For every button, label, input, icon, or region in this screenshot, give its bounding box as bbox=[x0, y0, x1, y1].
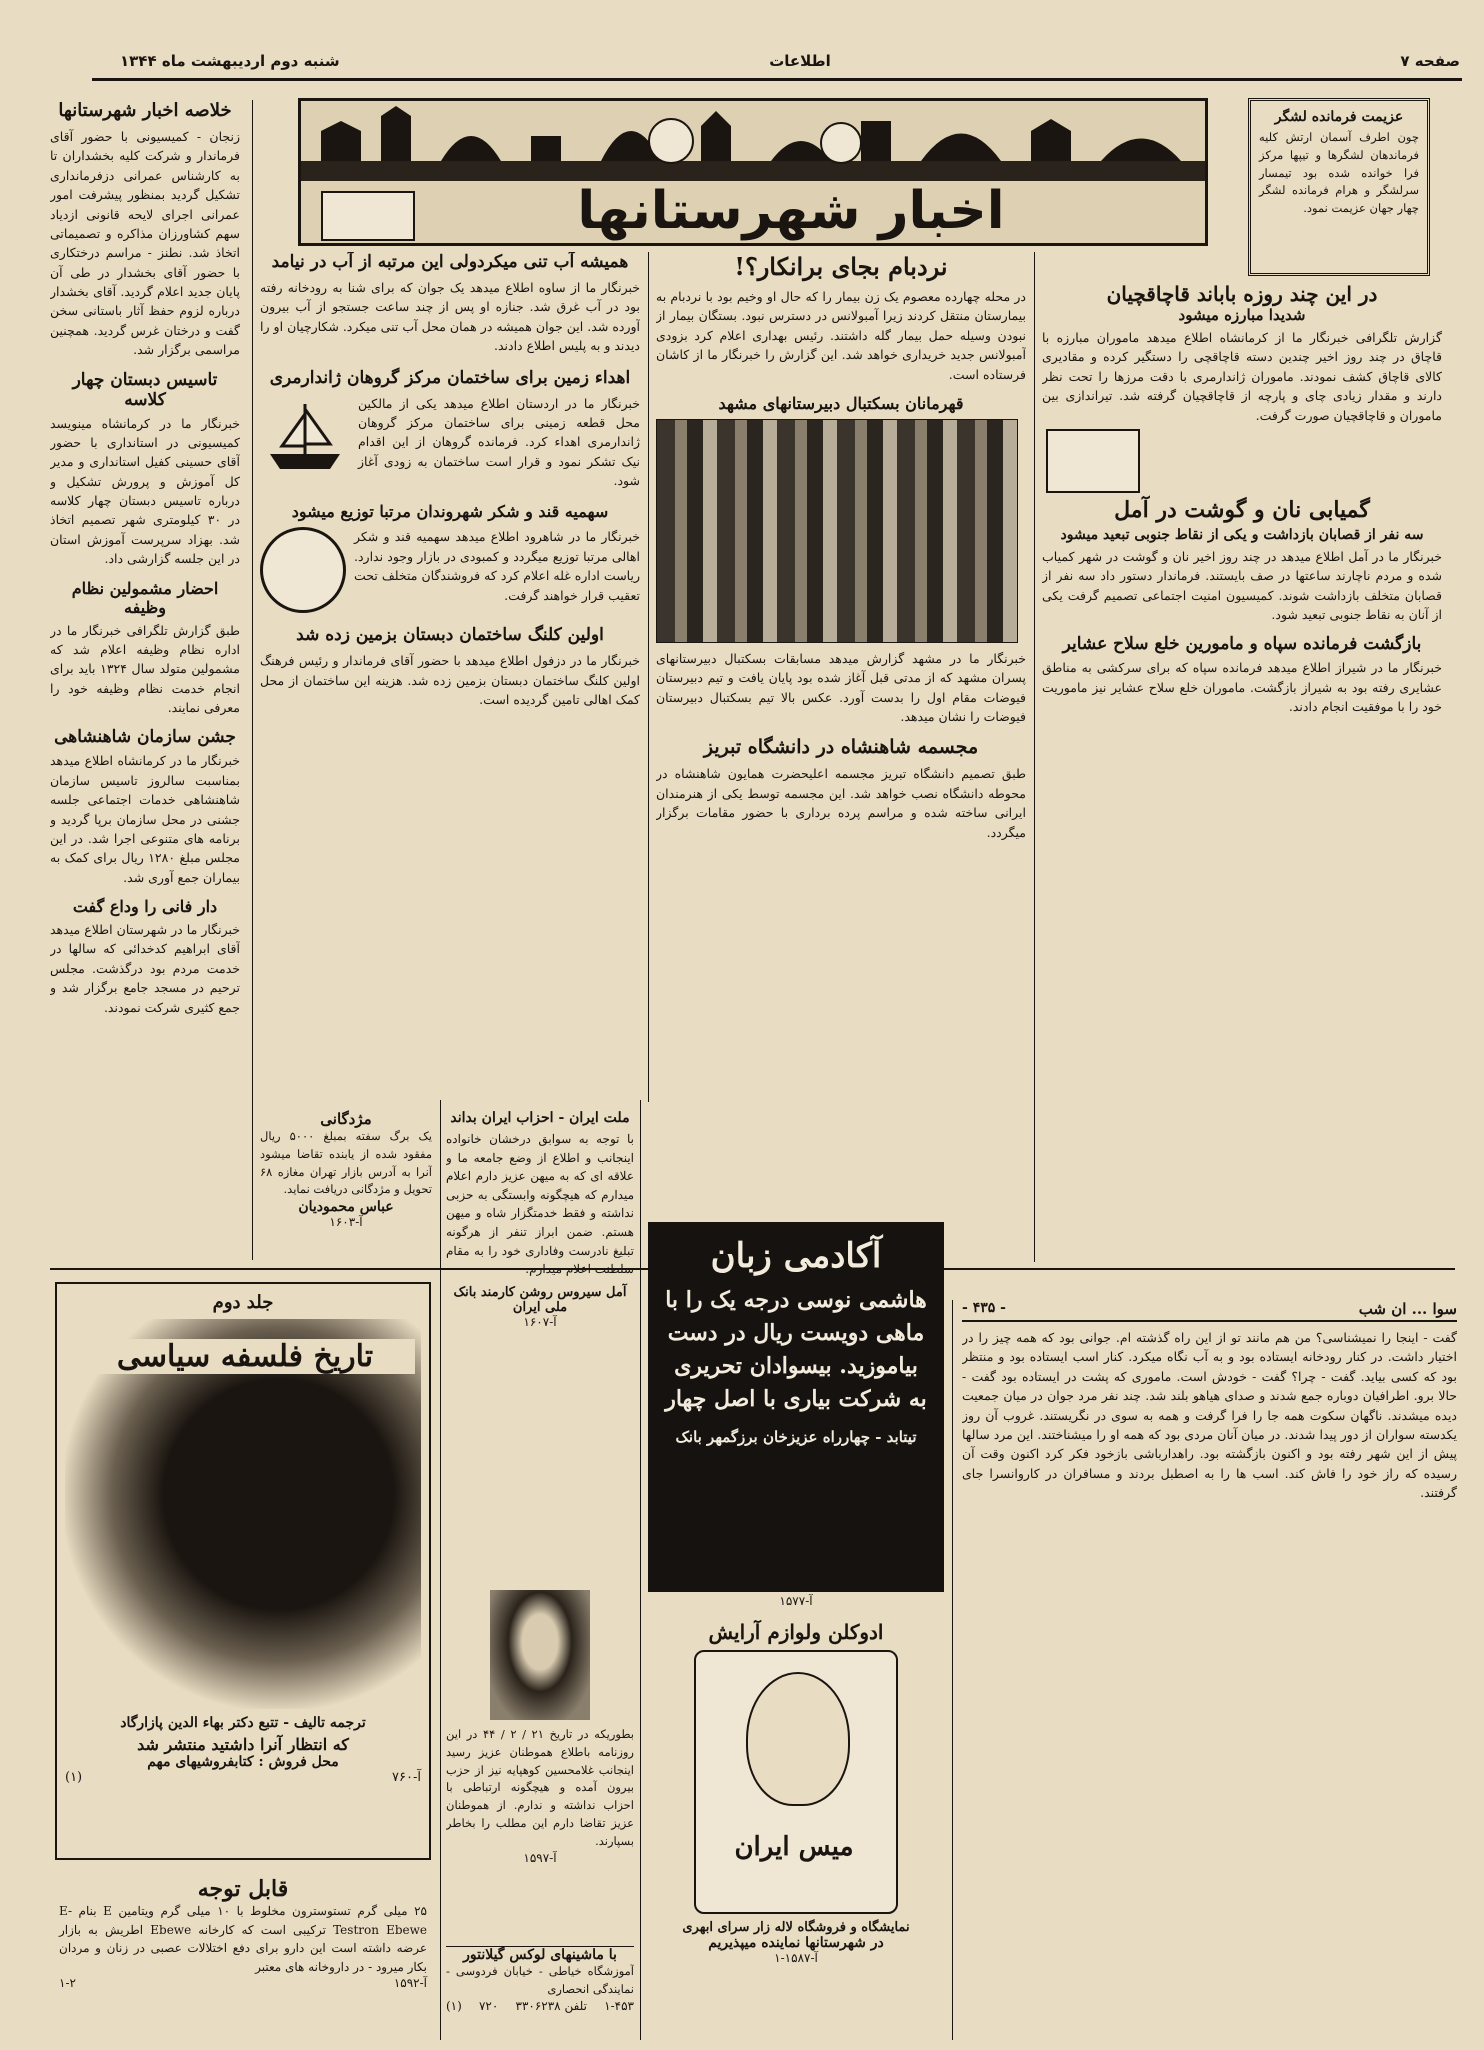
book-code: آ-۷۶۰ bbox=[392, 1770, 421, 1785]
serial-story bbox=[962, 1300, 1457, 2040]
col2-story4-title: اولین کلنگ ساختمان دبستان بزمین زده شد bbox=[296, 625, 604, 646]
col3-story3-title: مجسمه شاهنشاه در دانشگاه تبریز bbox=[703, 736, 979, 759]
basketball-team-photo bbox=[656, 419, 1018, 643]
party-text: با توجه به سوابق درخشان خانواده اینجانب و اطلاع از وضع جامعه ما و علاقه ای که به میهن عزیز دارم اعلام میدارم که هیچگونه وابستگی به حزبی نداشته و فقط خدمتگزار شاه و میهن هستم. ضمن ابراز تنفر از هرگونه تبلیغ نادرست وفاداری خود را به مقام سلطنت اعلام میدارم. bbox=[446, 1132, 634, 1277]
header-date: شنبه دوم اردیبهشت ماه ۱۳۴۴ bbox=[120, 52, 340, 70]
page-number: صفحه ۷ bbox=[1400, 52, 1460, 70]
banner bbox=[298, 98, 1208, 246]
col3-story3-text: طبق تصمیم دانشگاه تبریز مجسمه اعلیحضرت همایون شاهنشاه در محوطه دانشگاه نصب خواهد شد. این مجسمه توسط یکی از هنرمندان ایرانی ساخته شده و مراسم پرده برداری با حضور مقامات برگزار میگردد. bbox=[656, 766, 1026, 840]
col2-story4-text: خبرنگار ما در دزفول اطلاع میدهد با حضور آقای فرماندار و رئیس فرهنگ اولین کلنگ ساختمان دبستان بزمین زده شد. هزینه این ساختمان از محل کمک اهالی تامین گردیده است. bbox=[260, 653, 640, 708]
left-story1-title: تاسیس دبستان چهار کلاسه bbox=[72, 369, 218, 410]
col3-story1-text: در محله چهارده معصوم یک زن بیمار را که حال او وخیم بود با نردبام به بیمارستان منتقل کردند زیرا آمبولانس در دسترس نبود. بستگان بیمار از نبودن وسیله حمل بیمار گله داشتند. رئیس بهداری اعلام کرد بزودی آمبولانس جدید خریداری خواهد شد. این گزارش را خبرنگار ما از کاشان فرستاده است. bbox=[656, 289, 1026, 382]
col2-story1-title: همیشه آب تنی میکردولی این مرتبه از آب در نیامد bbox=[271, 252, 629, 272]
bottom-vert-3 bbox=[952, 1300, 953, 2040]
col4-story1-sub: شدیدا مبارزه میشود bbox=[1178, 306, 1306, 324]
col3-story1-title: نردبام بجای برانکار؟! bbox=[734, 252, 948, 281]
sewing-phone: تلفن ۳۳۰۶۲۳۸ bbox=[515, 1998, 587, 2013]
academy-addr: تیتابد - چهارراه عزیزخان برزگمهر بانک bbox=[675, 1428, 917, 1446]
banner-title: اخبار شهرستانها bbox=[577, 181, 1005, 241]
col3-rule bbox=[1034, 252, 1035, 1262]
academy-text: هاشمی نوسی درجه یک را با ماهی دویست ریال در دست بیاموزید. بیسوادان تحریری به شرکت بیاری با اصل چهار bbox=[665, 1287, 927, 1412]
left-story3-title: جشن سازمان شاهنشاهی bbox=[54, 727, 236, 748]
serial-label: - ۴۳۵ - bbox=[962, 1300, 1006, 1316]
book-note: که انتظار آنرا داشتید منتشر شد bbox=[137, 1735, 349, 1754]
side-box bbox=[1248, 98, 1430, 276]
notice-text: ۲۵ میلی گرم تستوسترون مخلوط با ۱۰ میلی گرم ویتامین E بنام E-Testron Ebewe ترکیبی است که کارخانه Ebewe اطریش به بازار عرضه داشته است این دارو برای دفع اختلالات عصبی در زنان و مردان بکار میرود - در داروخانه های معتبر bbox=[59, 1904, 428, 1974]
notice-num: ۱-۲ bbox=[59, 1976, 76, 1991]
emblem-icon bbox=[260, 527, 346, 613]
col2-rule bbox=[648, 252, 649, 1102]
academy-code: آ-۱۵۷۷ bbox=[779, 1594, 813, 1608]
banner-book-icon bbox=[321, 191, 415, 241]
volume-label: جلد دوم bbox=[212, 1292, 274, 1313]
cologne-title: ادوکلن ولوازم آرایش bbox=[708, 1620, 884, 1644]
col4-story1-title: در این چند روزه باباند قاچاقچیان bbox=[1106, 282, 1378, 306]
gift-text: یک برگ سفته بمبلغ ۵۰۰۰ ریال مفقود شده از یابنده تقاضا میشود آنرا به آدرس بازار تهران مغازه ۶۸ تحویل و مژدگانی دریافت نماید. bbox=[260, 1129, 432, 1197]
paper-name: اطلاعات bbox=[769, 52, 831, 70]
gift-ad bbox=[260, 1110, 432, 1250]
col3 bbox=[656, 252, 1026, 1262]
cologne-text: نمایشگاه و فروشگاه لاله زار سرای ابهری bbox=[682, 1920, 910, 1935]
portrait-code: آ-۱۵۹۷ bbox=[523, 1850, 557, 1865]
gift-name: عباس محمودیان bbox=[298, 1199, 394, 1216]
cologne-note: در شهرستانها نماینده میپذیریم bbox=[708, 1935, 884, 1951]
book-art bbox=[65, 1319, 421, 1709]
ship-icon bbox=[260, 394, 350, 484]
party-ad bbox=[446, 1110, 634, 1580]
cologne-ad bbox=[648, 1620, 944, 2040]
left-story2-text: طبق گزارش تلگرافی خبرنگار ما در اداره نظام وظیفه اعلام شد که مشمولین متولد سال ۱۳۲۴ باید برای انجام خدمت نظام وظیفه خود را معرفی نمایند. bbox=[50, 622, 240, 715]
academy-title: آکادمی زبان bbox=[710, 1236, 882, 1276]
left-story1-text: خبرنگار ما در کرمانشاه مینویسد کمیسیونی در استانداری با حضور آقای حسینی کفیل استانداری و مدیر کل آموزش و پرورش تشکیل و درباره تاسیس دبستان چهار کلاسه در ۳۰ کیلومتری شهر تصمیم اتخاذ شد. بهزاد سرپرست آموزش استان در این جلسه گزارشی داد. bbox=[50, 415, 240, 567]
notice-title: قابل توجه bbox=[197, 1876, 289, 1902]
book-num: (۱) bbox=[65, 1770, 83, 1785]
banner-skyline-art bbox=[301, 101, 1207, 181]
bottom-vert-1 bbox=[440, 1100, 441, 2040]
left-column bbox=[50, 100, 240, 1260]
col4-story2-text: خبرنگار ما در آمل اطلاع میدهد در چند روز اخیر نان و گوشت در شهر کمیاب شده و مردم ناچارند ساعتها در صف بایستند. فرماندار دستور داد سه نفر از قصابان متخلف بازداشت شوند. کمیسیون امنیت اجتماعی تصمیم گرفت یکی از آنان به نقاط جنوبی تبعید شود. bbox=[1042, 548, 1442, 622]
side-box-text: چون اطرف آسمان ارتش کلیه فرماندهان لشگرها و تیپها مرکز فرا خوانده شده بود تیمسار سرلشگر و هرام فرمانده لشگر چهار جهان عزیمت نمود. bbox=[1259, 130, 1419, 216]
cologne-code: آ-۱۵۸۷-۱ bbox=[774, 1951, 818, 1965]
sewing-text: آموزشگاه خیاطی - خیابان فردوسی - نمایندگی انحصاری bbox=[446, 1964, 634, 1996]
notice-code: آ-۱۵۹۲ bbox=[393, 1976, 427, 1991]
col4-story3-text: خبرنگار ما در شیراز اطلاع میدهد فرمانده سپاه که برای سرکشی به مناطق عشایری رفته بود به شیراز بازگشت. ماموران خلع سلاح عشایر نیز ماموریت خود را با موفقیت انجام دادند. bbox=[1042, 660, 1442, 715]
bottom-vert-2 bbox=[640, 1100, 641, 2040]
gift-code: آ-۱۶۰۳ bbox=[329, 1215, 363, 1230]
col4-story2-title: گمیابی نان و گوشت در آمل bbox=[1114, 496, 1370, 523]
serial-title: سوا ... ان شب bbox=[1358, 1300, 1457, 1318]
portrait-photo bbox=[490, 1590, 590, 1720]
left-story4-text: خبرنگار ما در شهرستان اطلاع میدهد آقای ابراهیم کدخدائی که سالها در خدمت مردم بود درگذشت. مجلس ترحیم در مسجد جامع برگزار شد و جمع کثیری شرکت نمودند. bbox=[50, 922, 240, 1015]
gift-title: مژدگانی bbox=[320, 1110, 372, 1128]
left-story2-title: احضار مشمولین نظام وظیفه bbox=[71, 578, 219, 617]
sewing-title: با ماشینهای لوکس گیلانتور bbox=[463, 1947, 617, 1963]
book-title: تاریخ فلسفه سیاسی bbox=[75, 1339, 415, 1374]
col4-story2-sub: سه نفر از قصابان بازداشت و یکی از نقاط جنوبی تبعید میشود bbox=[1060, 526, 1424, 543]
cologne-brand: میس ایران bbox=[734, 1832, 854, 1862]
party-code: آ-۱۶۰۷ bbox=[523, 1314, 557, 1329]
cologne-scroll bbox=[694, 1650, 898, 1914]
sewing-code: ۷۲۰ bbox=[478, 1998, 499, 2013]
col2-story3-text: خبرنگار ما در شاهرود اطلاع میدهد سهمیه قند و شکر اهالی مرتبا توزیع میگردد و کمبودی در بازار وجود ندارد. ریاست اداره غله اعلام کرد که فروشندگان متخلف تحت تعقیب قرار خواهند گرفت. bbox=[354, 529, 640, 603]
sewing-ad bbox=[446, 1946, 634, 2040]
kerman-emblem bbox=[1046, 429, 1140, 493]
left-column-rule bbox=[252, 100, 253, 1260]
notice bbox=[55, 1872, 431, 2040]
book-sale: محل فروش : کتابفروشیهای مهم bbox=[147, 1754, 339, 1770]
col4-story3-title: بازگشت فرمانده سپاه و مامورین خلع سلاح عشایر bbox=[1062, 634, 1422, 655]
header-rule bbox=[92, 78, 1462, 81]
col3-story2-title: قهرمانان بسکتبال دبیرستانهای مشهد bbox=[718, 393, 964, 413]
summary-title: خلاصه اخبار شهرستانها bbox=[58, 100, 232, 121]
left-story3-text: خبرنگار ما در کرمانشاه اطلاع میدهد بمناسبت سالروز تاسیس سازمان شاهنشاهی خدمات اجتماعی جلسه جشنی در محل سازمان برپا گردید و برنامه های متنوعی اجرا شد. در این مجلس مبلغ ۱۲۸۰ ریال برای کمک به بیماران جمع آوری شد. bbox=[50, 753, 240, 885]
book-ad bbox=[55, 1282, 431, 1860]
party-title: ملت ایران - احزاب ایران بداند bbox=[450, 1110, 630, 1126]
col2-story2-text: خبرنگار ما در اردستان اطلاع میدهد یکی از مالکین محل قطعه زمینی برای ساختمان مرکز گروهان ژاندارمری اهداء کرد. فرمانده گروهان از این اقدام نیک تشکر نمود و قرار است ساختمان به زودی آغاز شود. bbox=[358, 395, 640, 488]
party-name: آمل سیروس روشن کارمند بانک ملی ایران bbox=[453, 1284, 627, 1315]
sewing-code2: ۱-۴۵۳ bbox=[604, 1998, 634, 2013]
portrait-ad bbox=[446, 1590, 634, 1940]
col2-story1-text: خبرنگار ما از ساوه اطلاع میدهد یک جوان که برای شنا به رودخانه رفته بود در آب غرق شد. جنازه او پس از چند ساعت جستجو از آب بیرون آورده شد. این جوان همیشه در همان محل آب تنی میکرد. شکارچیان او را دیدند و به پلیس اطلاع دادند. bbox=[260, 280, 640, 354]
academy-ad bbox=[648, 1222, 944, 1592]
summary-text: زنجان - کمیسیونی با حضور آقای فرماندار و شرکت کلیه بخشداران تا به کارشناس عمرانی دزفرمانداری تشکیل گردید بمنظور پیشرفت امور عمرانی اجرای لایحه قانونی ازدیاد سهم کشاورزان مذاکره و تصمیماتی اتخاذ شد. نطنز - مراسم درختکاری با حضور آقای بخشدار در طی آن پایان جدید اعلام گردید. آقای بخشدار درباره لزوم حفظ آثار باستانی سخن گفت و درختان غرس گردید. همچنین مراسمی برگزار شد. bbox=[50, 129, 240, 358]
col2-story3-title: سهمیه قند و شکر شهروندان مرتبا توزیع میشود bbox=[291, 502, 609, 522]
col4-story1-text: گزارش تلگرافی خبرنگار ما از کرمانشاه اطلاع میدهد ماموران مبارزه با قاچاق در چند روز اخیر چندین دسته قاچاقچی را دستگیر کرده و مقادیری کالای قاچاق کشف نمودند. ماموران ژاندارمری با دقت مرزها را تحت نظر دارند و مقدار زیادی چای و پارچه از قاچاقچیان گرفته شد. تیراندازی بین ماموران و قاچاقچیان صورت گرفت. bbox=[1042, 330, 1442, 423]
book-credit: ترجمه تالیف - تتبع دکتر بهاء الدین پازارگاد bbox=[120, 1715, 366, 1731]
sewing-num: (۱) bbox=[446, 1998, 462, 2013]
side-box-title: عزیمت فرمانده لشگر bbox=[1274, 109, 1404, 125]
portrait-text: بطوریکه در تاریخ ۲۱ / ۲ / ۴۴ در این روزنامه باطلاع هموطنان عزیز رسید اینجانب غلامحسین کوهپایه نیز از حزب بیرون آمده و هیچگونه ارتباطی با احزاب نداشته و ندارم. از هموطنان عزیز تقاضا دارم این مطلب را بخاطر بسپارند. bbox=[446, 1727, 634, 1848]
col2 bbox=[260, 252, 640, 1102]
serial-text: گفت - اینجا را نمیشناسی؟ من هم مانند تو از این راه گذشته ام. جوانی بود که همه چیز را در اختیار داشت. در کنار رودخانه ایستاده بود و به آب نگاه میکرد. کنار اسب ایستاده بود و منتظر بود که کسی بیاید. گفت - چرا؟ گفت - خودش است. ماموری که پشت در ایستاده بود گفت - حالا برو. اطرافیان دوباره جمع شدند و صدای هیاهو بلند شد. چند نفر مرد جوان در میان جمعیت دیده میشدند. ناگهان سکوت همه جا را فرا گرفت و همه به سوی در نگریستند. غروب آن روز یکدسته سواران از دور پیدا شدند. در میان آنان مردی بود که همه او را میشناختند. این مرد سالها پیش از این شهر رفته بود و اکنون بازگشته بود. راهدارباشی بازخود فکر کرد اکنون وقت آن رسیده که راز خود را فاش کند. اسب ها را به اصطبل بردند و مسافران در کاروانسرا جای گرفتند. bbox=[962, 1330, 1457, 1500]
left-story4-title: دار فانی را وداع گفت bbox=[72, 897, 218, 916]
woman-face-art bbox=[746, 1672, 850, 1806]
col2-story2-title: اهداء زمین برای ساختمان مرکز گروهان ژاندارمری bbox=[269, 367, 631, 388]
photo-caption: خبرنگار ما در مشهد گزارش میدهد مسابقات بسکتبال دبیرستانهای پسران مشهد که از مدتی قبل آغاز شده بود پایان یافت و تیم دبیرستان فیوضات مقام اول را بدست آورد. عکس بالا تیم بسکتبال دبیرستان فیوضات را نشان میدهد. bbox=[656, 650, 1026, 724]
col4 bbox=[1042, 282, 1442, 1207]
